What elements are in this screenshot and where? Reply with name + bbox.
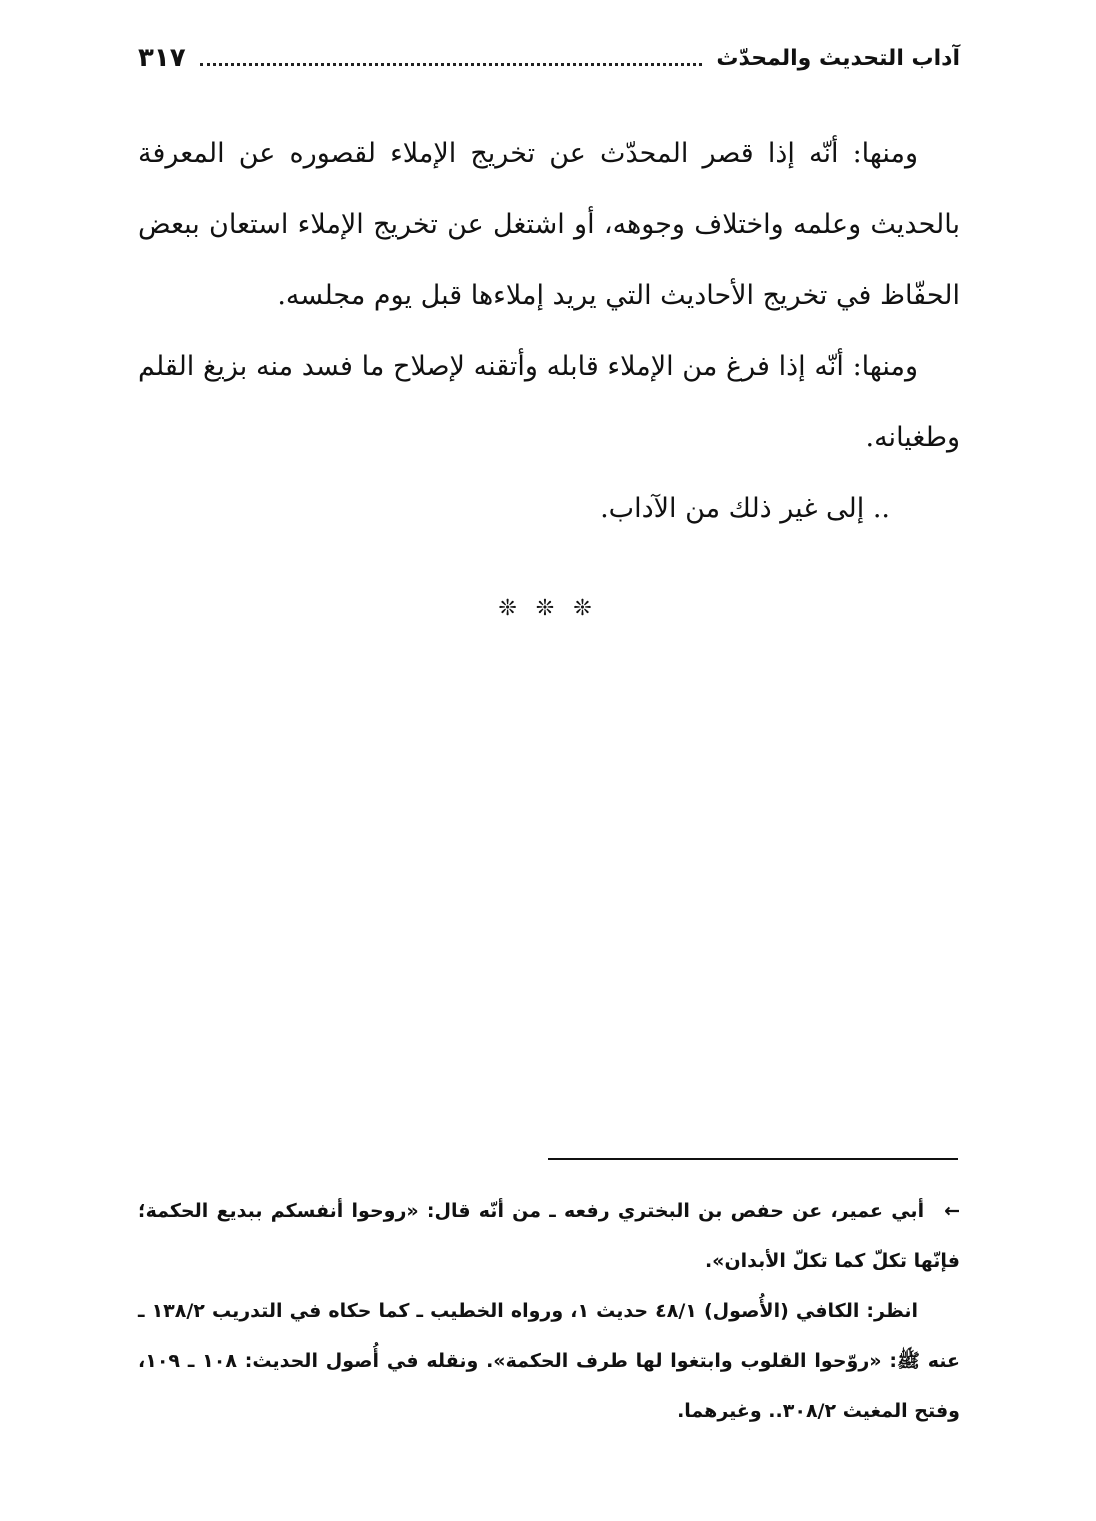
running-header-title: آداب التحديث والمحدّث [716, 45, 960, 71]
paragraph-hadith-takhrij: ومنها: أنّه إذا قصر المحدّث عن تخريج الإملاء لقصوره عن المعرفة بالحديث وعلمه واختلاف وجوهه، أو اشتغل عن تخريج الإملاء استعان ببعض الحفّاظ في تخريج الأحاديث التي يريد إملاءها قبل يوم مجلسه. [138, 138, 960, 311]
paragraph-closing: .. إلى غير ذلك من الآداب. [600, 493, 890, 524]
main-text [138, 118, 960, 544]
footnote-continuation [138, 1186, 960, 1286]
footnote-divider [548, 1158, 958, 1160]
header-dot-leader [200, 63, 703, 66]
footnote-continuation-text: أبي عمير، عن حفص بن البختري رفعه ـ من أنّه قال: «روحوا أنفسكم ببديع الحكمة؛ فإنّها تكلّ كما تكلّ الأبدان». [138, 1200, 960, 1272]
continuation-arrow-icon: ← [944, 1200, 960, 1222]
section-separator: ❊ ❊ ❊ [498, 596, 598, 621]
paragraph-imla-correction: ومنها: أنّه إذا فرغ من الإملاء قابله وأتقنه لإصلاح ما فسد منه بزيغ القلم وطغيانه. [138, 351, 960, 453]
running-header [138, 38, 960, 78]
page-number: ٣١٧ [138, 43, 186, 73]
footnotes [138, 1186, 960, 1436]
footnote-reference: انظر: الكافي (الأُصول) ٤٨/١ حديث ١، ورواه الخطيب ـ كما حكاه في التدريب ١٣٨/٢ ـ عنه ﷺ: «روّحوا القلوب وابتغوا لها طرف الحكمة». ونقله في أُصول الحديث: ١٠٨ ـ ١٠٩، وفتح المغيث ٣٠٨/٢.. وغيرهما. [138, 1300, 960, 1422]
